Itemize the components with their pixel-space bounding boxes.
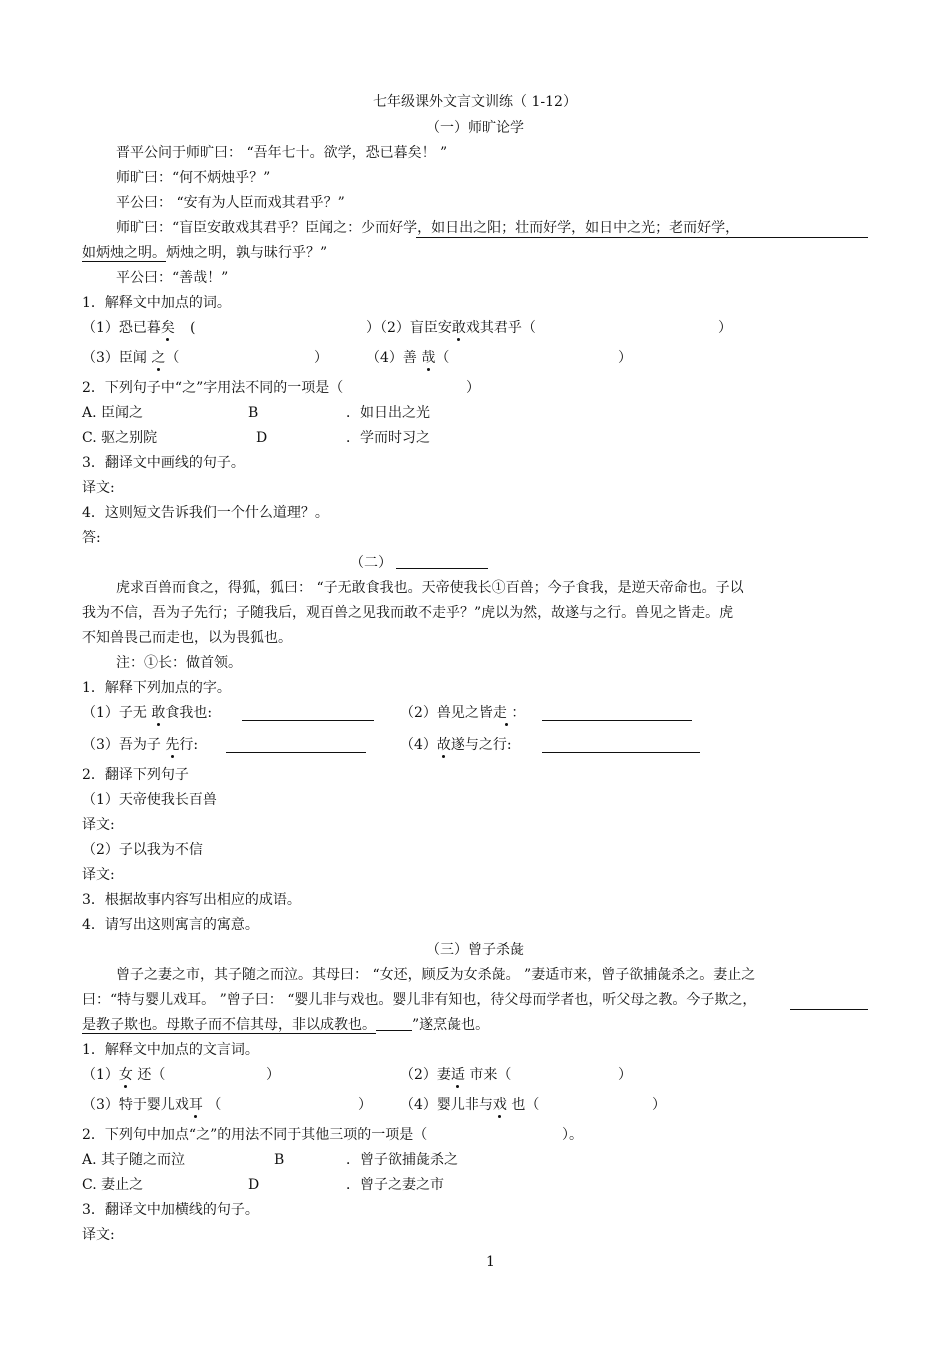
- bracket: ）: [466, 380, 480, 396]
- item-text: （3）特于婴儿戏: [82, 1097, 189, 1113]
- paragraph: 师旷曰：“盲臣安敢戏其君乎？臣闻之：少而好学，如日出之阳；壮而好学，如日中之光；老而好学，: [116, 220, 740, 236]
- dotted-char: 哉: [421, 350, 436, 366]
- answer-label: 译文:: [82, 1227, 115, 1243]
- question-item: （2）子以我为不信: [82, 842, 203, 858]
- paragraph-text: 炳烛之明，孰与昧行乎？”: [166, 245, 328, 261]
- page-number: 1: [486, 1254, 495, 1270]
- item-text: ：: [511, 705, 526, 721]
- question-item: [366, 348, 449, 368]
- dotted-char: 故: [436, 737, 451, 753]
- paragraph-text: ”遂烹彘也。: [412, 1017, 490, 1033]
- item-text: 食我也:: [165, 705, 213, 721]
- bracket: ）: [358, 1097, 372, 1113]
- question: 2．下列句子中“之”字用法不同的一项是（: [82, 380, 344, 396]
- dotted-char: 敢: [451, 320, 466, 336]
- paragraph: 不知兽畏己而走也，以为畏狐也。: [82, 630, 292, 646]
- dotted-char: 女: [118, 1067, 133, 1083]
- heading-text: （二）: [350, 555, 392, 571]
- item-text: （4）婴儿非与: [400, 1097, 493, 1113]
- item-text: 市来（: [469, 1067, 512, 1083]
- bracket: (: [190, 320, 196, 336]
- question: 3．翻译文中画线的句子。: [82, 455, 245, 471]
- option-d-label: D: [248, 1177, 260, 1193]
- dotted-char: 耳: [188, 1097, 203, 1113]
- option-b-label: B: [248, 405, 259, 421]
- item-text: （4）善: [366, 350, 417, 366]
- question-item: [366, 318, 536, 338]
- answer-label: 译文:: [82, 817, 115, 833]
- question-item: [82, 318, 175, 338]
- section-heading: [350, 553, 488, 573]
- dotted-char: 适: [450, 1067, 465, 1083]
- option-c: C. 驱之别院: [82, 430, 158, 446]
- item-text: （1）子无: [82, 705, 147, 721]
- item-text: 行:: [179, 737, 199, 753]
- underline-mark: [416, 237, 868, 238]
- question-item: [82, 735, 198, 755]
- answer-label: 译文:: [82, 480, 115, 496]
- paragraph: [82, 1015, 489, 1035]
- answer-blank[interactable]: [242, 706, 374, 721]
- item-text: （1）: [82, 1067, 119, 1083]
- dotted-char: 先: [165, 737, 180, 753]
- paragraph: 虎求百兽而食之，得狐，狐曰： “子无敢食我也。天帝使我长①百兽；今子食我，是逆天帝命也。子以: [116, 580, 744, 596]
- section-heading: （三）曾子杀彘: [426, 942, 524, 958]
- item-text: （3）臣闻: [82, 350, 147, 366]
- answer-blank[interactable]: [542, 738, 700, 753]
- item-text: （2）妻: [400, 1067, 451, 1083]
- option-a: A. 其子随之而泣: [82, 1152, 186, 1168]
- item-text: （: [207, 1097, 222, 1113]
- bracket: ）: [266, 1067, 280, 1083]
- item-text: （: [165, 350, 180, 366]
- paragraph: 我为不信，吾为子先行；子随我后，观百兽之见我而敢不走乎？”虎以为然，故遂与之行。兽见之皆走。虎: [82, 605, 734, 621]
- question: 4．这则短文告诉我们一个什么道理？。: [82, 505, 329, 521]
- option-d-text: ．学而时习之: [346, 430, 430, 446]
- title-blank[interactable]: [396, 554, 488, 569]
- option-c: C. 妻止之: [82, 1177, 144, 1193]
- question-item: [82, 703, 212, 723]
- bracket: ）: [314, 350, 328, 366]
- question: 4．请写出这则寓言的寓意。: [82, 917, 259, 933]
- item-text: 遂与之行:: [450, 737, 512, 753]
- question-item: [82, 348, 179, 368]
- item-text: （3）吾为子: [82, 737, 161, 753]
- underline-mark: [790, 1009, 868, 1010]
- question: 3．翻译文中加横线的句子。: [82, 1202, 259, 1218]
- item-text: 也（: [511, 1097, 540, 1113]
- bracket: ）: [618, 350, 632, 366]
- item-text: （4）: [400, 737, 437, 753]
- question-item: [400, 735, 512, 755]
- question-item: [400, 703, 525, 723]
- paragraph: 曰：“特与婴儿戏耳。 ”曾子曰： “婴儿非与戏也。婴儿非有知也，待父母而学者也，听父母之教。今子欺之，: [82, 992, 757, 1008]
- bracket: ）: [652, 1097, 666, 1113]
- option-b-text: ．如日出之光: [346, 405, 430, 421]
- option-d-label: D: [256, 430, 268, 446]
- option-b-text: ．曾子欲捕彘杀之: [346, 1152, 458, 1168]
- option-b-label: B: [274, 1152, 285, 1168]
- bracket: ）: [618, 1067, 632, 1083]
- paragraph: 曾子之妻之市，其子随之而泣。其母曰： “女还，顾反为女杀彘。 ”妻适市来，曾子欲捕彘杀之。妻止之: [116, 967, 756, 983]
- question: 3．根据故事内容写出相应的成语。: [82, 892, 301, 908]
- question: 2．下列句中加点“之”的用法不同于其他三项的一项是（: [82, 1127, 428, 1143]
- bracket: ）。: [562, 1127, 583, 1143]
- question-item: [400, 1065, 511, 1085]
- item-text: ）（2）盲臣安: [366, 320, 452, 336]
- paragraph: [82, 243, 327, 263]
- underlined-text: 是教子欺也。母欺子而不信其母，非以成教也。: [82, 1017, 376, 1033]
- question: 1．解释文中加点的词。: [82, 295, 231, 311]
- option-a: A. 臣闻之: [82, 405, 144, 421]
- item-text: （2）兽见之皆走: [400, 705, 507, 721]
- dotted-char: 敢: [151, 705, 166, 721]
- question-item: [400, 1095, 539, 1115]
- question: 1．解释下列加点的字。: [82, 680, 231, 696]
- answer-label: 译文:: [82, 867, 115, 883]
- question-item: [82, 1095, 221, 1115]
- item-text: （1）恐已暮: [82, 320, 161, 336]
- question: 2．翻译下列句子: [82, 767, 189, 783]
- answer-label: 答:: [82, 530, 101, 546]
- question-item: （1）天帝使我长百兽: [82, 792, 217, 808]
- dotted-char: 矣: [160, 320, 175, 336]
- paragraph: 师旷曰：“何不炳烛乎？”: [116, 170, 271, 186]
- paragraph: 平公曰：“善哉！”: [116, 270, 229, 286]
- page-title: 七年级课外文言文训练（ 1-12）: [373, 94, 577, 110]
- item-text: 戏其君乎（: [465, 320, 536, 336]
- question-item: [82, 1065, 165, 1085]
- option-d-text: ．曾子之妻之市: [346, 1177, 444, 1193]
- underline-mark: [376, 1016, 412, 1031]
- question: 1．解释文中加点的文言词。: [82, 1042, 259, 1058]
- item-text: （: [435, 350, 450, 366]
- section-heading: （一）师旷论学: [426, 120, 524, 136]
- bracket: ）: [718, 320, 732, 336]
- dotted-char: 之: [151, 350, 166, 366]
- paragraph: 晋平公问于师旷曰： “吾年七十。欲学，恐已暮矣！ ”: [116, 145, 448, 161]
- footnote: 注：①长：做首领。: [116, 655, 242, 671]
- dotted-char: 戏: [492, 1097, 507, 1113]
- answer-blank[interactable]: [226, 738, 366, 753]
- underlined-text: 如炳烛之明。: [82, 245, 166, 261]
- paragraph: 平公曰： “安有为人臣而戏其君乎？”: [116, 195, 345, 211]
- answer-blank[interactable]: [542, 706, 692, 721]
- item-text: 还（: [137, 1067, 166, 1083]
